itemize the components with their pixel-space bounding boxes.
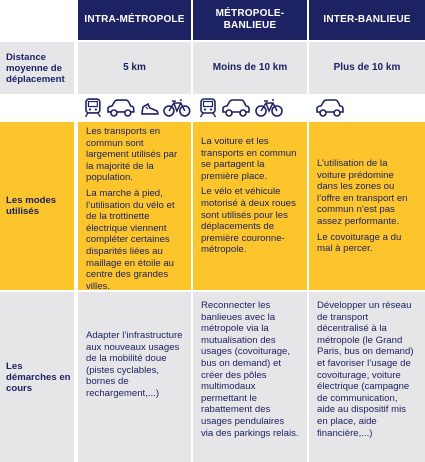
bicycle-icon xyxy=(255,98,283,118)
row-label-modes: Les modes utilisés xyxy=(0,122,74,290)
car-icon xyxy=(221,98,251,118)
modes-intra xyxy=(78,122,191,290)
modes-intra-p1: Les transports en commun sont largement utilisés par la majorité de la population. xyxy=(86,126,178,184)
car-icon xyxy=(315,98,345,118)
distance-metropole-banlieue: Moins de 10 km xyxy=(193,42,307,94)
bicycle-icon xyxy=(163,98,191,118)
header-metropole-banlieue: MÉTROPOLE- BANLIEUE xyxy=(193,0,307,40)
demarches-inter-banlieue: Développer un réseau de transport décentralisé à la métropole (le Grand Paris, bus on demand) et favoriser l’usage de covoiturage, voiture électrique (campagne de communication, aide au dispositif mis en place, aide financière,...) xyxy=(309,292,425,462)
modes-ib-p2: Le covoiturage a du mal à percer. xyxy=(317,231,402,255)
header-intra-metropole: INTRA-MÉTROPOLE xyxy=(78,0,191,40)
modes-mb-p2: Le vélo et véhicule motorisé à deux roues sont utilisés pour les déplacements de première couronne-métropole. xyxy=(201,186,296,256)
modes-mb-p1: La voiture et les transports en commun se partagent la première place. xyxy=(201,136,297,182)
header-inter-banlieue: INTER-BANLIEUE xyxy=(309,0,425,40)
modes-inter-banlieue xyxy=(309,122,425,290)
modes-ib-p1: L’utilisation de la voiture prédomine dans les zones ou l’offre en transport en commun n’est pas assez performante. xyxy=(317,158,408,227)
row-label-demarches: Les démarches en cours xyxy=(0,292,74,462)
distance-inter-banlieue: Plus de 10 km xyxy=(309,42,425,94)
train-icon xyxy=(84,98,102,118)
modes-intra-p2: La marche à pied, l’utilisation du vélo et de la trottinette électrique viennent compléter certaines disparités liées au maillage en étoile au centre des grandes villes. xyxy=(86,187,175,292)
distance-intra: 5 km xyxy=(78,42,191,94)
icons-metropole-banlieue xyxy=(193,96,307,120)
demarches-intra: Adapter l’infrastructure aux nouveaux usages de la mobilité doue (pistes cyclables, bornes de rechargement,...) xyxy=(78,292,191,462)
car-icon xyxy=(106,98,136,118)
divider xyxy=(191,0,193,462)
shoe-icon xyxy=(140,98,160,118)
modes-metropole-banlieue xyxy=(193,122,307,290)
train-icon xyxy=(199,98,217,118)
demarches-metropole-banlieue: Reconnecter les banlieues avec la métropole via la mutualisation des usages (covoiturage, bus on demand) et créer des pôles multimodaux permettant le rabattement des usages pendulaires via des parkings relais. xyxy=(193,292,307,462)
row-label-distance: Distance moyenne de déplacement xyxy=(0,42,74,94)
icons-intra xyxy=(78,96,191,120)
divider xyxy=(307,0,309,462)
icons-inter-banlieue xyxy=(309,96,425,120)
divider xyxy=(76,0,77,462)
